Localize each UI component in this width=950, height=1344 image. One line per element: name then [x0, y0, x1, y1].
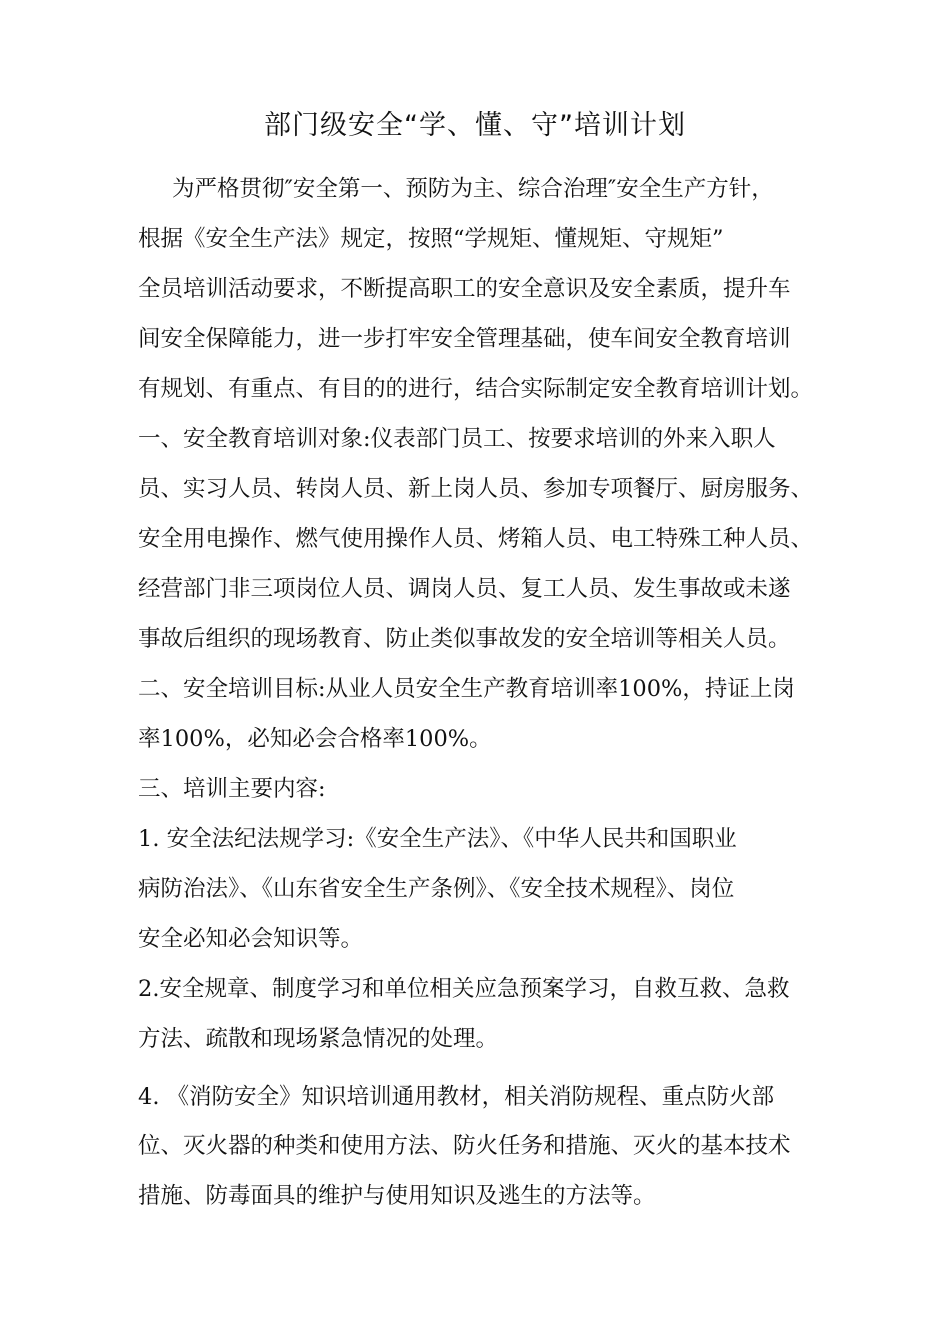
paragraph-line: 为严格贯彻″安全第一、预防为主、综合治理″安全生产方针， [172, 176, 774, 202]
paragraph-line: 有规划、有重点、有目的的进行，结合实际制定安全教育培训计划。 [138, 376, 814, 402]
paragraph-line: 根据《安全生产法》规定，按照“学规矩、懂规矩、守规矩” [138, 226, 724, 252]
section-heading-line: 三、培训主要内容: [138, 776, 326, 802]
paragraph-line: 安全必知必会知识等。 [138, 926, 364, 952]
paragraph-line: 全员培训活动要求，不断提高职工的安全意识及安全素质，提升车 [138, 276, 791, 302]
paragraph-line: 员、实习人员、转岗人员、新上岗人员、参加专项餐厅、厨房服务、 [138, 476, 814, 502]
list-item-line: 1. 安全法纪法规学习:《安全生产法》、《中华人民共和国职业 [138, 826, 737, 852]
paragraph-line: 方法、疏散和现场紧急情况的处理。 [138, 1026, 499, 1052]
list-item-line: 2.安全规章、制度学习和单位相关应急预案学习，自救互救、急救 [138, 976, 790, 1002]
document-title: 部门级安全“学、懂、守”培训计划 [264, 110, 686, 141]
list-item-line: 4. 《消防安全》知识培训通用教材，相关消防规程、重点防火部 [138, 1084, 775, 1110]
paragraph-line: 安全用电操作、燃气使用操作人员、烤箱人员、电工特殊工种人员、 [138, 526, 814, 552]
section-heading-line: 一、安全教育培训对象:仪表部门员工、按要求培训的外来入职人 [138, 426, 776, 452]
paragraph-line: 经营部门非三项岗位人员、调岗人员、复工人员、发生事故或未遂 [138, 576, 791, 602]
section-heading-line: 二、安全培训目标:从业人员安全生产教育培训率100%，持证上岗 [138, 676, 795, 702]
paragraph-line: 病防治法》、《山东省安全生产条例》、《安全技术规程》、岗位 [138, 876, 735, 902]
paragraph-line: 事故后组织的现场教育、防止类似事故发的安全培训等相关人员。 [138, 626, 791, 652]
paragraph-line: 位、灭火器的种类和使用方法、防火任务和措施、灭火的基本技术 [138, 1133, 791, 1159]
paragraph-line: 率100%，必知必会合格率100%。 [138, 726, 492, 752]
paragraph-line: 措施、防毒面具的维护与使用知识及逃生的方法等。 [138, 1183, 656, 1209]
paragraph-line: 间安全保障能力，进一步打牢安全管理基础，使车间安全教育培训 [138, 326, 791, 352]
